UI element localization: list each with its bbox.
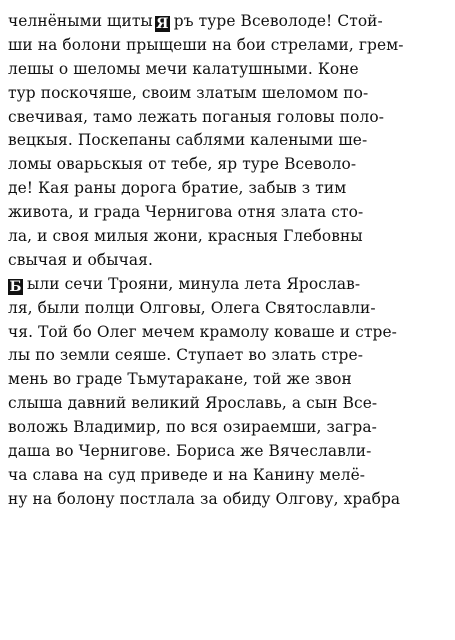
drop-cap: Б [9, 278, 22, 295]
text-line: даша во Чернигове. Бориса же Вячеславли- [8, 442, 372, 461]
text-line [8, 273, 448, 297]
text-line: тур поскочяше, своим златым шеломом по- [8, 83, 369, 102]
text-line: де! Кая раны дорога братие, забыв з тим [8, 179, 347, 198]
text-line [8, 10, 448, 34]
text-line: ля, были полци Олговы, Олега Святославли- [8, 298, 376, 317]
text-fragment: челнёными щиты [8, 12, 153, 30]
text-line: свычая и обычая. [8, 250, 153, 269]
text-line: лы по земли сеяше. Ступает во злать стре- [8, 346, 364, 365]
drop-cap: Я [156, 16, 169, 32]
text-line: чя. Той бо Олег мечем крамолу коваше и стре- [8, 322, 397, 341]
text-line: воложь Владимир, по вся озираемши, загра- [8, 418, 377, 437]
text-block [8, 10, 448, 512]
text-line: ну на болону постлала за обиду Олгову, храбра [8, 489, 401, 508]
text-line: живота, и града Чернигова отня злата сто- [8, 203, 364, 222]
text-line: слыша давний великий Ярославь, а сын Все- [8, 394, 378, 413]
text-line: вецкыя. Поскепаны саблями калеными ше- [8, 131, 368, 150]
text-line: ломы оварьскыя от тебе, яр туре Всеволо- [8, 155, 357, 174]
text-line: свечивая, тамо лежать поганыя головы поло- [8, 107, 385, 126]
text-fragment: ыли сечи Трояни, минула лета Ярослав- [27, 274, 361, 293]
text-line: ча слава на суд приведе и на Канину мелё- [8, 465, 366, 484]
text-line: мень во граде Тьмутаракане, той же звон [8, 370, 352, 389]
text-line: ши на болони прыщеши на бои стрелами, грем- [8, 35, 404, 54]
text-fragment: ръ туре Всеволоде! Стой- [173, 12, 383, 30]
text-line: ла, и своя милыя жони, красныя Глебовны [8, 227, 363, 246]
text-line: лешы о шеломы мечи калатушными. Коне [8, 59, 359, 78]
